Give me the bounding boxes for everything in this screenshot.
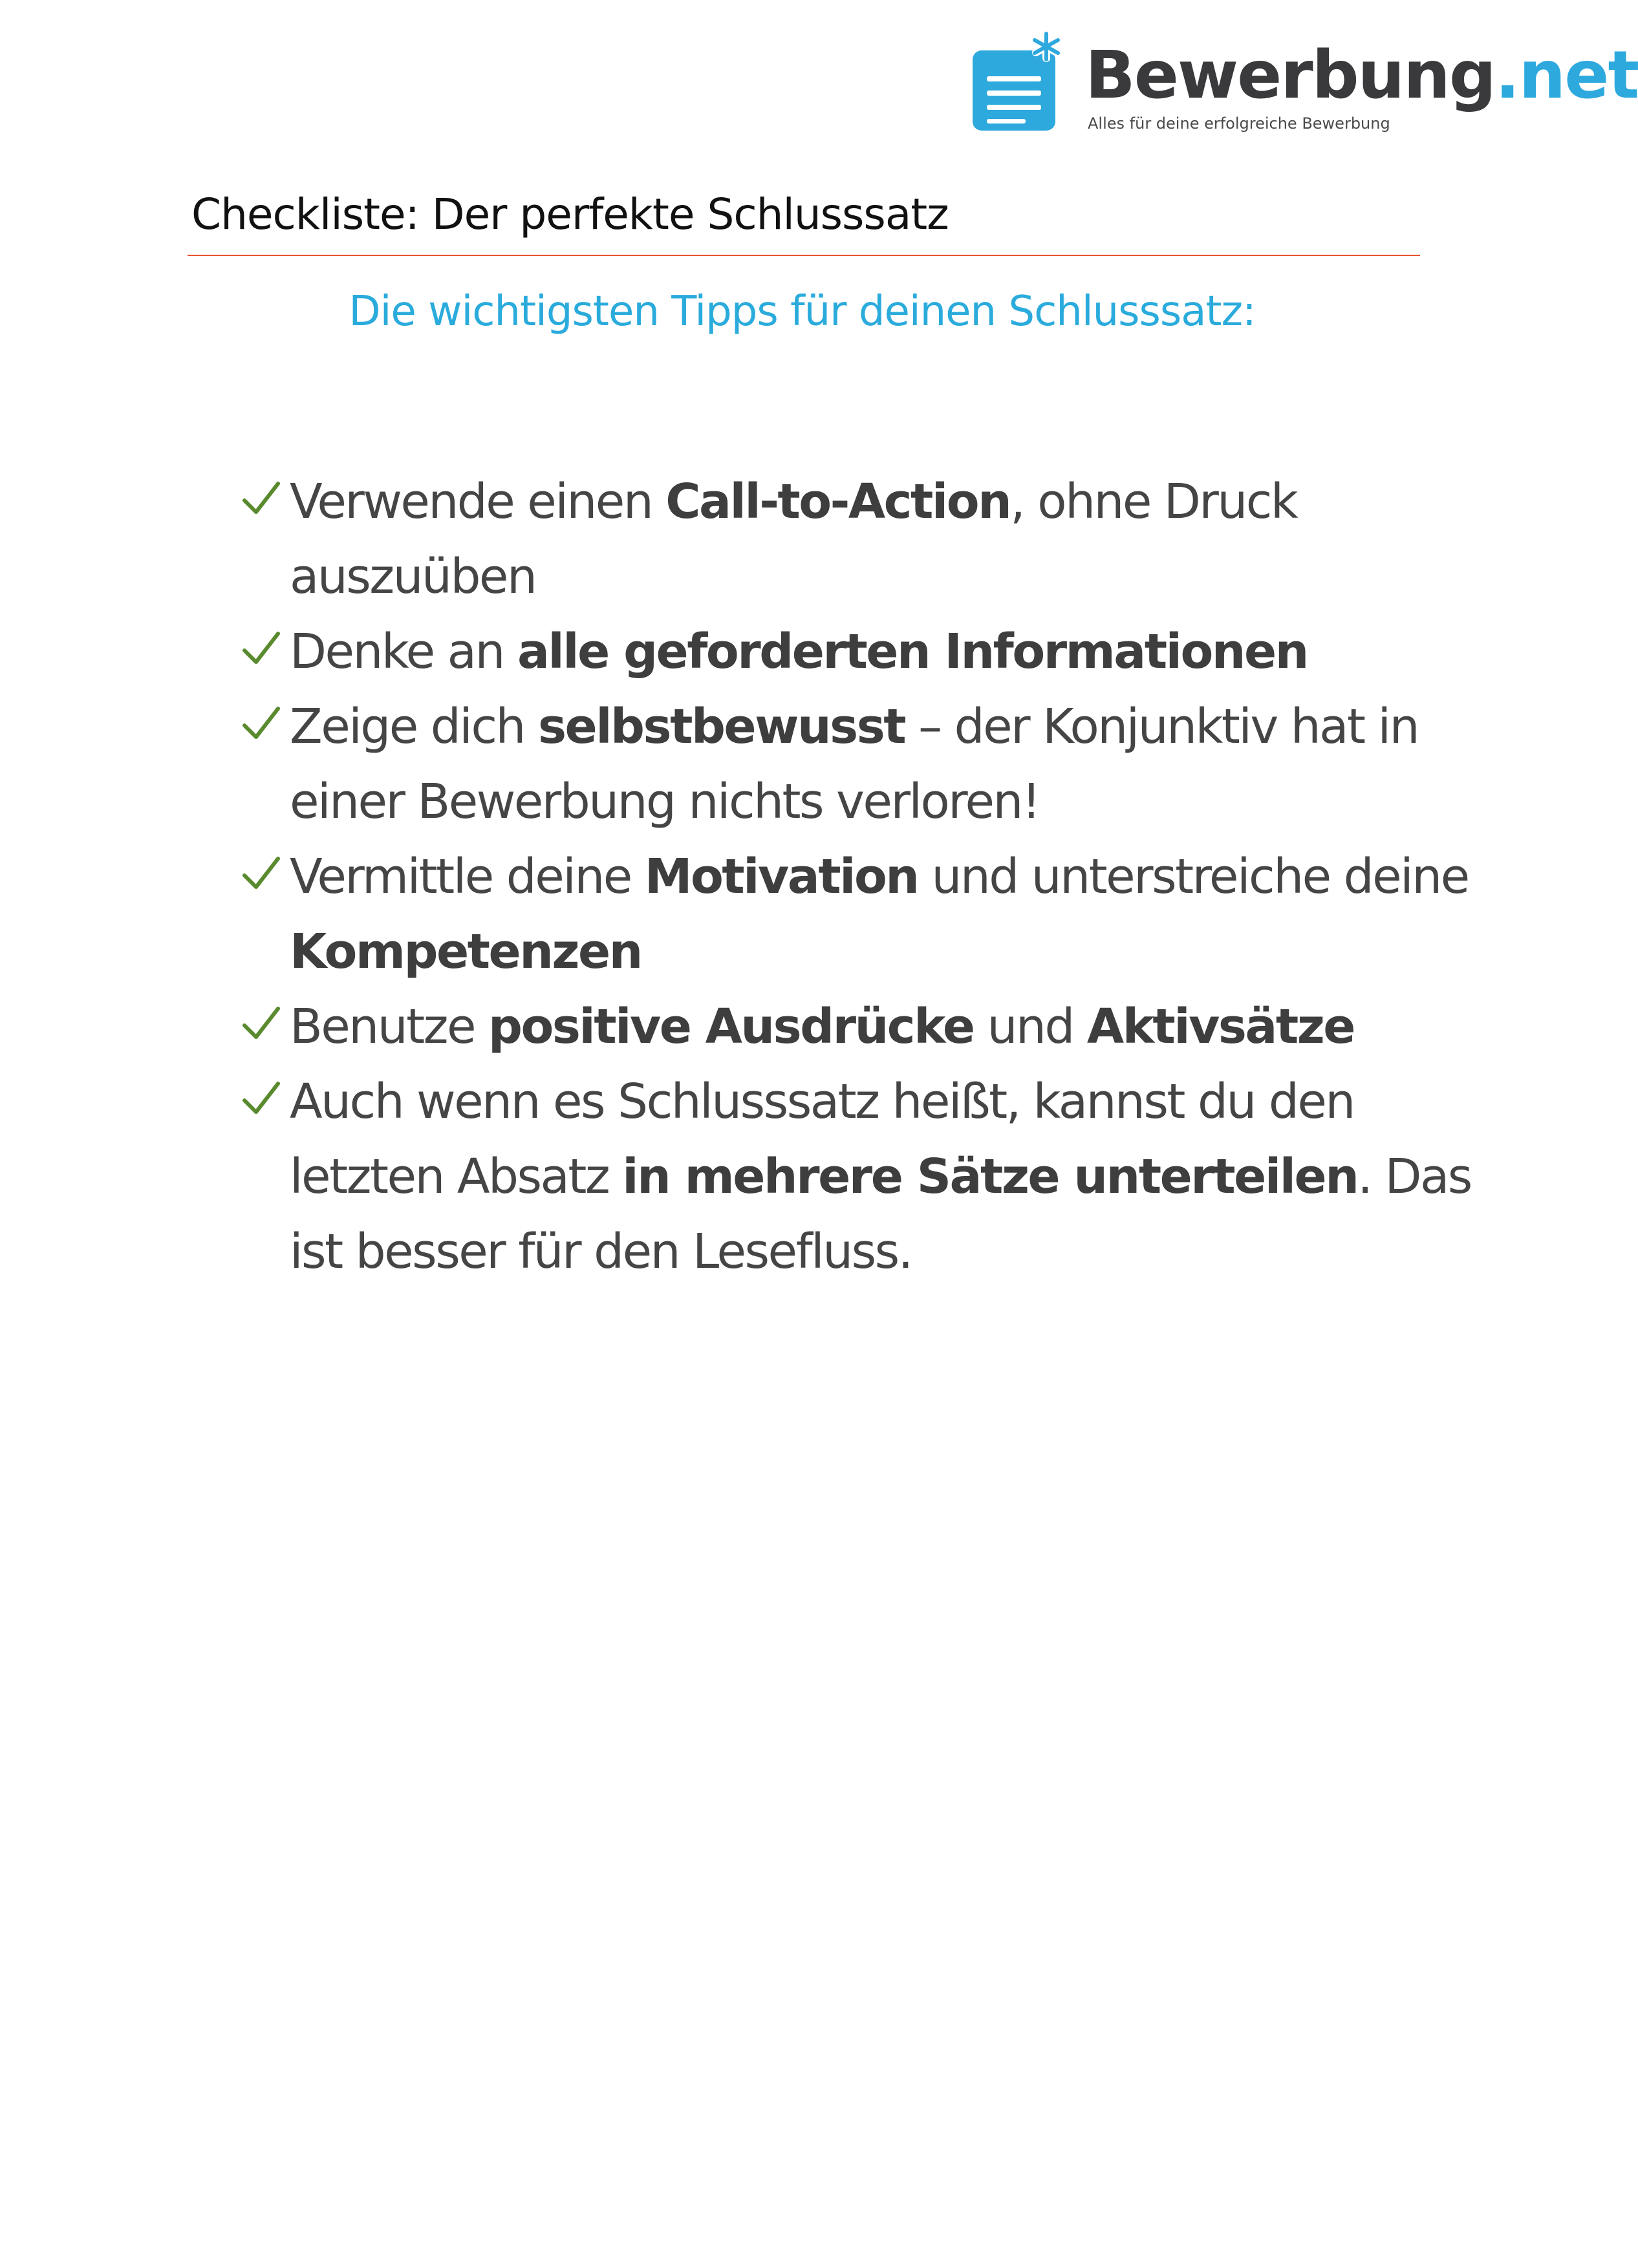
checklist-item	[241, 839, 1482, 989]
item-bold: Aktivsätze	[1086, 999, 1354, 1054]
checklist-item	[241, 1064, 1482, 1289]
page-title: Checkliste: Der perfekte Schlusssatz	[191, 189, 949, 239]
checkmark-icon	[241, 628, 282, 670]
item-text: und	[973, 999, 1087, 1054]
checklist-item	[241, 614, 1482, 689]
item-text: Denke an	[290, 624, 517, 679]
checkmark-icon	[241, 478, 282, 520]
item-text: Verwende einen	[290, 474, 666, 530]
item-bold: Motivation	[644, 849, 918, 904]
document-star-icon	[970, 31, 1061, 133]
item-bold: positive Ausdrücke	[488, 999, 974, 1054]
logo-tagline: Alles für deine erfolgreiche Bewerbung	[1088, 114, 1390, 133]
item-bold: in mehrere Sätze unterteilen	[622, 1149, 1358, 1204]
tips-checklist	[241, 464, 1482, 1289]
brand-logo	[970, 14, 1638, 137]
checkmark-icon	[241, 1003, 282, 1045]
item-text: Vermittle deine	[290, 849, 645, 904]
checklist-item	[241, 464, 1482, 614]
checklist-item	[241, 689, 1482, 839]
checkmark-icon	[241, 1078, 282, 1120]
checklist-item-text	[290, 624, 1308, 679]
logo-word-tld: .net	[1494, 37, 1638, 114]
checkmark-icon	[241, 853, 282, 895]
checklist-item	[241, 989, 1482, 1064]
item-bold: Kompetenzen	[290, 924, 641, 979]
title-divider	[188, 255, 1420, 256]
item-text: – der Konjunktiv hat in einer Bewerbung nichts verloren!	[290, 699, 1418, 829]
checklist-item-text	[290, 474, 1297, 604]
item-text: . Das ist besser für den Lesefluss.	[290, 1149, 1471, 1279]
item-text: Auch wenn es Schlusssatz heißt, kannst du den letzten Absatz	[290, 1074, 1354, 1204]
checklist-item-text	[290, 699, 1418, 829]
item-text: Zeige dich	[290, 699, 538, 754]
item-text: und unterstreiche deine	[918, 849, 1469, 904]
item-text: Benutze	[290, 999, 489, 1054]
item-text: , ohne Druck auszuüben	[290, 474, 1297, 604]
checklist-item-text	[290, 1074, 1471, 1279]
item-bold: selbstbewusst	[537, 699, 905, 754]
section-subtitle: Die wichtigsten Tipps für deinen Schlusssatz:	[349, 288, 1256, 336]
checkmark-icon	[241, 703, 282, 745]
logo-word-main: Bewerbung	[1085, 37, 1495, 114]
checklist-item-text	[290, 999, 1354, 1054]
item-bold: alle geforderten Informationen	[517, 624, 1308, 679]
logo-wordmark	[1085, 37, 1638, 114]
item-bold: Call-to-Action	[665, 474, 1011, 530]
checklist-item-text	[290, 849, 1469, 979]
